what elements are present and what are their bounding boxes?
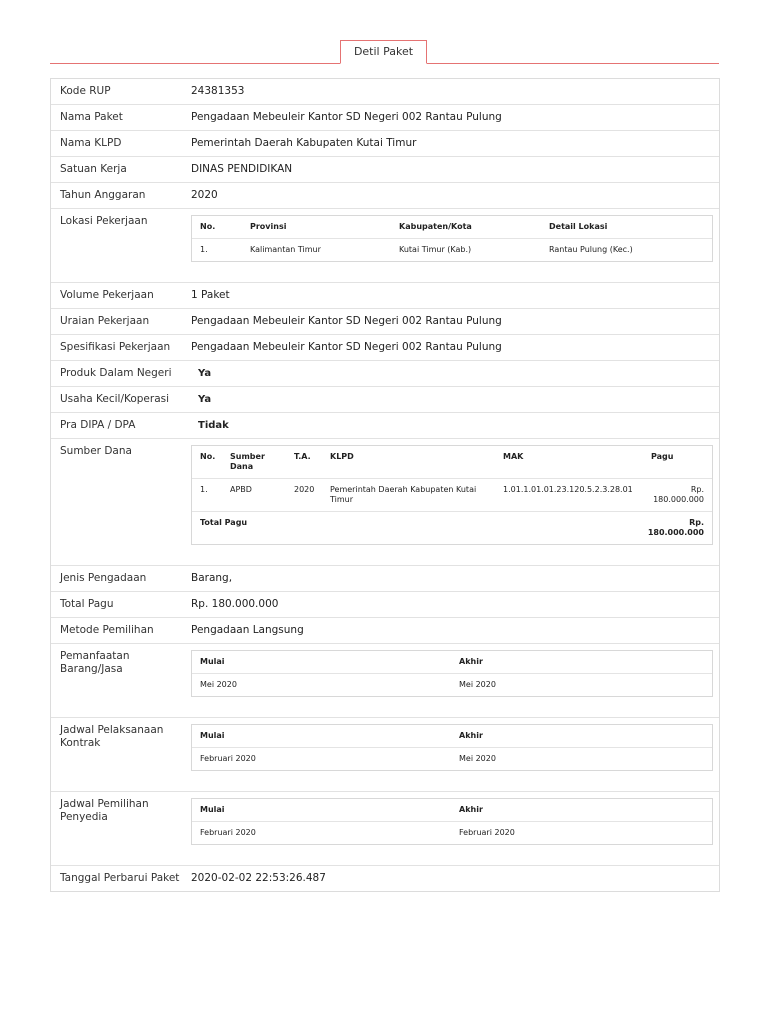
field-value: DINAS PENDIDIKAN bbox=[191, 163, 293, 175]
header-cell: Provinsi bbox=[250, 222, 287, 231]
field-value: Rp. 180.000.000 bbox=[191, 598, 279, 610]
table-cell: Pemerintah Daerah Kabupaten Kutai Timur bbox=[330, 485, 477, 504]
table-row bbox=[192, 748, 712, 770]
table-row bbox=[192, 674, 712, 696]
table-cell: Mei 2020 bbox=[459, 680, 496, 689]
field-value: Barang, bbox=[191, 572, 233, 584]
table-header bbox=[192, 216, 712, 239]
field-value bbox=[182, 718, 719, 791]
header-cell: Mulai bbox=[200, 805, 225, 814]
field-label: Sumber Dana bbox=[60, 445, 132, 457]
tab-detil-paket[interactable]: Detil Paket bbox=[340, 40, 427, 64]
header-cell: No. bbox=[200, 222, 216, 231]
field-value: Pemerintah Daerah Kabupaten Kutai Timur bbox=[191, 137, 417, 149]
field-value: Pengadaan Mebeuleir Kantor SD Negeri 002 Rantau Pulung bbox=[191, 341, 502, 353]
table-cell: Rp. 180.000.000 bbox=[653, 485, 704, 504]
lokasi-table bbox=[191, 215, 713, 262]
field-value bbox=[182, 439, 719, 565]
row-metode-pemilihan bbox=[51, 618, 719, 644]
header-cell: KLPD bbox=[330, 452, 354, 461]
field-value: Pengadaan Langsung bbox=[191, 624, 304, 636]
table-cell: Rantau Pulung (Kec.) bbox=[549, 245, 633, 254]
row-satuan-kerja bbox=[51, 157, 719, 183]
header-cell: Pagu bbox=[651, 452, 674, 461]
table-cell: Mei 2020 bbox=[200, 680, 237, 689]
field-label: Jadwal Pemilihan Penyedia bbox=[60, 798, 149, 823]
field-label: Produk Dalam Negeri bbox=[60, 367, 172, 379]
tab-bar bbox=[50, 40, 719, 64]
row-jadwal-kontrak bbox=[51, 718, 719, 792]
row-sumber-dana bbox=[51, 439, 719, 566]
header-cell: Kabupaten/Kota bbox=[399, 222, 472, 231]
table-cell: Kalimantan Timur bbox=[250, 245, 321, 254]
row-volume-pekerjaan bbox=[51, 283, 719, 309]
field-value: 24381353 bbox=[191, 85, 245, 97]
header-cell: Mulai bbox=[200, 731, 225, 740]
field-label: Volume Pekerjaan bbox=[60, 289, 154, 301]
total-value: Rp. 180.000.000 bbox=[647, 518, 704, 537]
row-pra-dipa bbox=[51, 413, 719, 439]
row-nama-klpd bbox=[51, 131, 719, 157]
table-cell: 2020 bbox=[294, 485, 315, 494]
total-row bbox=[192, 512, 712, 544]
field-value: Pengadaan Mebeuleir Kantor SD Negeri 002 Rantau Pulung bbox=[191, 111, 502, 123]
field-value: 2020-02-02 22:53:26.487 bbox=[191, 872, 326, 884]
field-value: Ya bbox=[198, 394, 212, 405]
row-lokasi-pekerjaan bbox=[51, 209, 719, 283]
pemanfaatan-table bbox=[191, 650, 713, 697]
table-row bbox=[192, 239, 712, 261]
field-label: Nama Paket bbox=[60, 111, 123, 123]
table-row bbox=[192, 822, 712, 844]
table-cell: 1.01.1.01.01.23.120.5.2.3.28.01 bbox=[503, 485, 633, 494]
total-label: Total Pagu bbox=[200, 518, 248, 527]
row-nama-paket bbox=[51, 105, 719, 131]
header-cell: No. bbox=[200, 452, 216, 461]
field-label: Total Pagu bbox=[60, 598, 114, 610]
field-value: 2020 bbox=[191, 189, 218, 201]
table-cell: Kutai Timur (Kab.) bbox=[399, 245, 472, 254]
table-cell: Februari 2020 bbox=[459, 828, 515, 837]
row-kode-rup bbox=[51, 79, 719, 105]
header-cell: T.A. bbox=[294, 452, 311, 461]
field-value bbox=[182, 209, 719, 282]
table-cell: Februari 2020 bbox=[200, 828, 256, 837]
kontrak-table bbox=[191, 724, 713, 771]
row-jenis-pengadaan bbox=[51, 566, 719, 592]
header-cell: Akhir bbox=[459, 731, 483, 740]
field-label: Jenis Pengadaan bbox=[60, 572, 147, 584]
header-cell: Detail Lokasi bbox=[549, 222, 608, 231]
field-label: Metode Pemilihan bbox=[60, 624, 154, 636]
table-cell: 1. bbox=[200, 485, 208, 494]
row-usaha-kecil bbox=[51, 387, 719, 413]
field-value bbox=[182, 644, 719, 717]
field-label: Kode RUP bbox=[60, 85, 111, 97]
row-jadwal-pemilihan bbox=[51, 792, 719, 866]
header-cell: MAK bbox=[503, 452, 524, 461]
field-label: Pra DIPA / DPA bbox=[60, 419, 136, 431]
field-value: Tidak bbox=[198, 420, 229, 431]
table-cell: 1. bbox=[200, 245, 208, 254]
field-label: Uraian Pekerjaan bbox=[60, 315, 150, 327]
row-tanggal-perbarui bbox=[51, 866, 719, 891]
table-header bbox=[192, 799, 712, 822]
row-spesifikasi-pekerjaan bbox=[51, 335, 719, 361]
table-header bbox=[192, 725, 712, 748]
row-tahun-anggaran bbox=[51, 183, 719, 209]
row-pemanfaatan bbox=[51, 644, 719, 718]
field-label: Jadwal Pelaksanaan Kontrak bbox=[60, 724, 164, 749]
row-total-pagu bbox=[51, 592, 719, 618]
row-uraian-pekerjaan bbox=[51, 309, 719, 335]
field-label: Lokasi Pekerjaan bbox=[60, 215, 148, 227]
field-label: Tanggal Perbarui Paket bbox=[60, 872, 180, 884]
field-label: Usaha Kecil/Koperasi bbox=[60, 393, 170, 405]
row-produk-dalam-negeri bbox=[51, 361, 719, 387]
detail-table bbox=[50, 78, 720, 892]
header-cell: Akhir bbox=[459, 805, 483, 814]
field-value bbox=[182, 792, 719, 865]
table-header bbox=[192, 651, 712, 674]
field-value: Pengadaan Mebeuleir Kantor SD Negeri 002 Rantau Pulung bbox=[191, 315, 502, 327]
table-cell: Mei 2020 bbox=[459, 754, 496, 763]
field-label: Spesifikasi Pekerjaan bbox=[60, 341, 171, 353]
field-label: Satuan Kerja bbox=[60, 163, 127, 175]
header-cell: Akhir bbox=[459, 657, 483, 666]
table-header bbox=[192, 446, 712, 479]
field-value: 1 Paket bbox=[191, 289, 230, 301]
sumber-dana-table bbox=[191, 445, 713, 545]
field-value: Ya bbox=[198, 368, 212, 379]
table-cell: APBD bbox=[230, 485, 252, 494]
field-label: Nama KLPD bbox=[60, 137, 122, 149]
table-cell: Februari 2020 bbox=[200, 754, 256, 763]
field-label: Pemanfaatan Barang/Jasa bbox=[60, 650, 130, 675]
table-row bbox=[192, 479, 712, 512]
field-label: Tahun Anggaran bbox=[60, 189, 146, 201]
header-cell: Mulai bbox=[200, 657, 225, 666]
header-cell: Sumber Dana bbox=[230, 452, 265, 471]
pemilihan-table bbox=[191, 798, 713, 845]
